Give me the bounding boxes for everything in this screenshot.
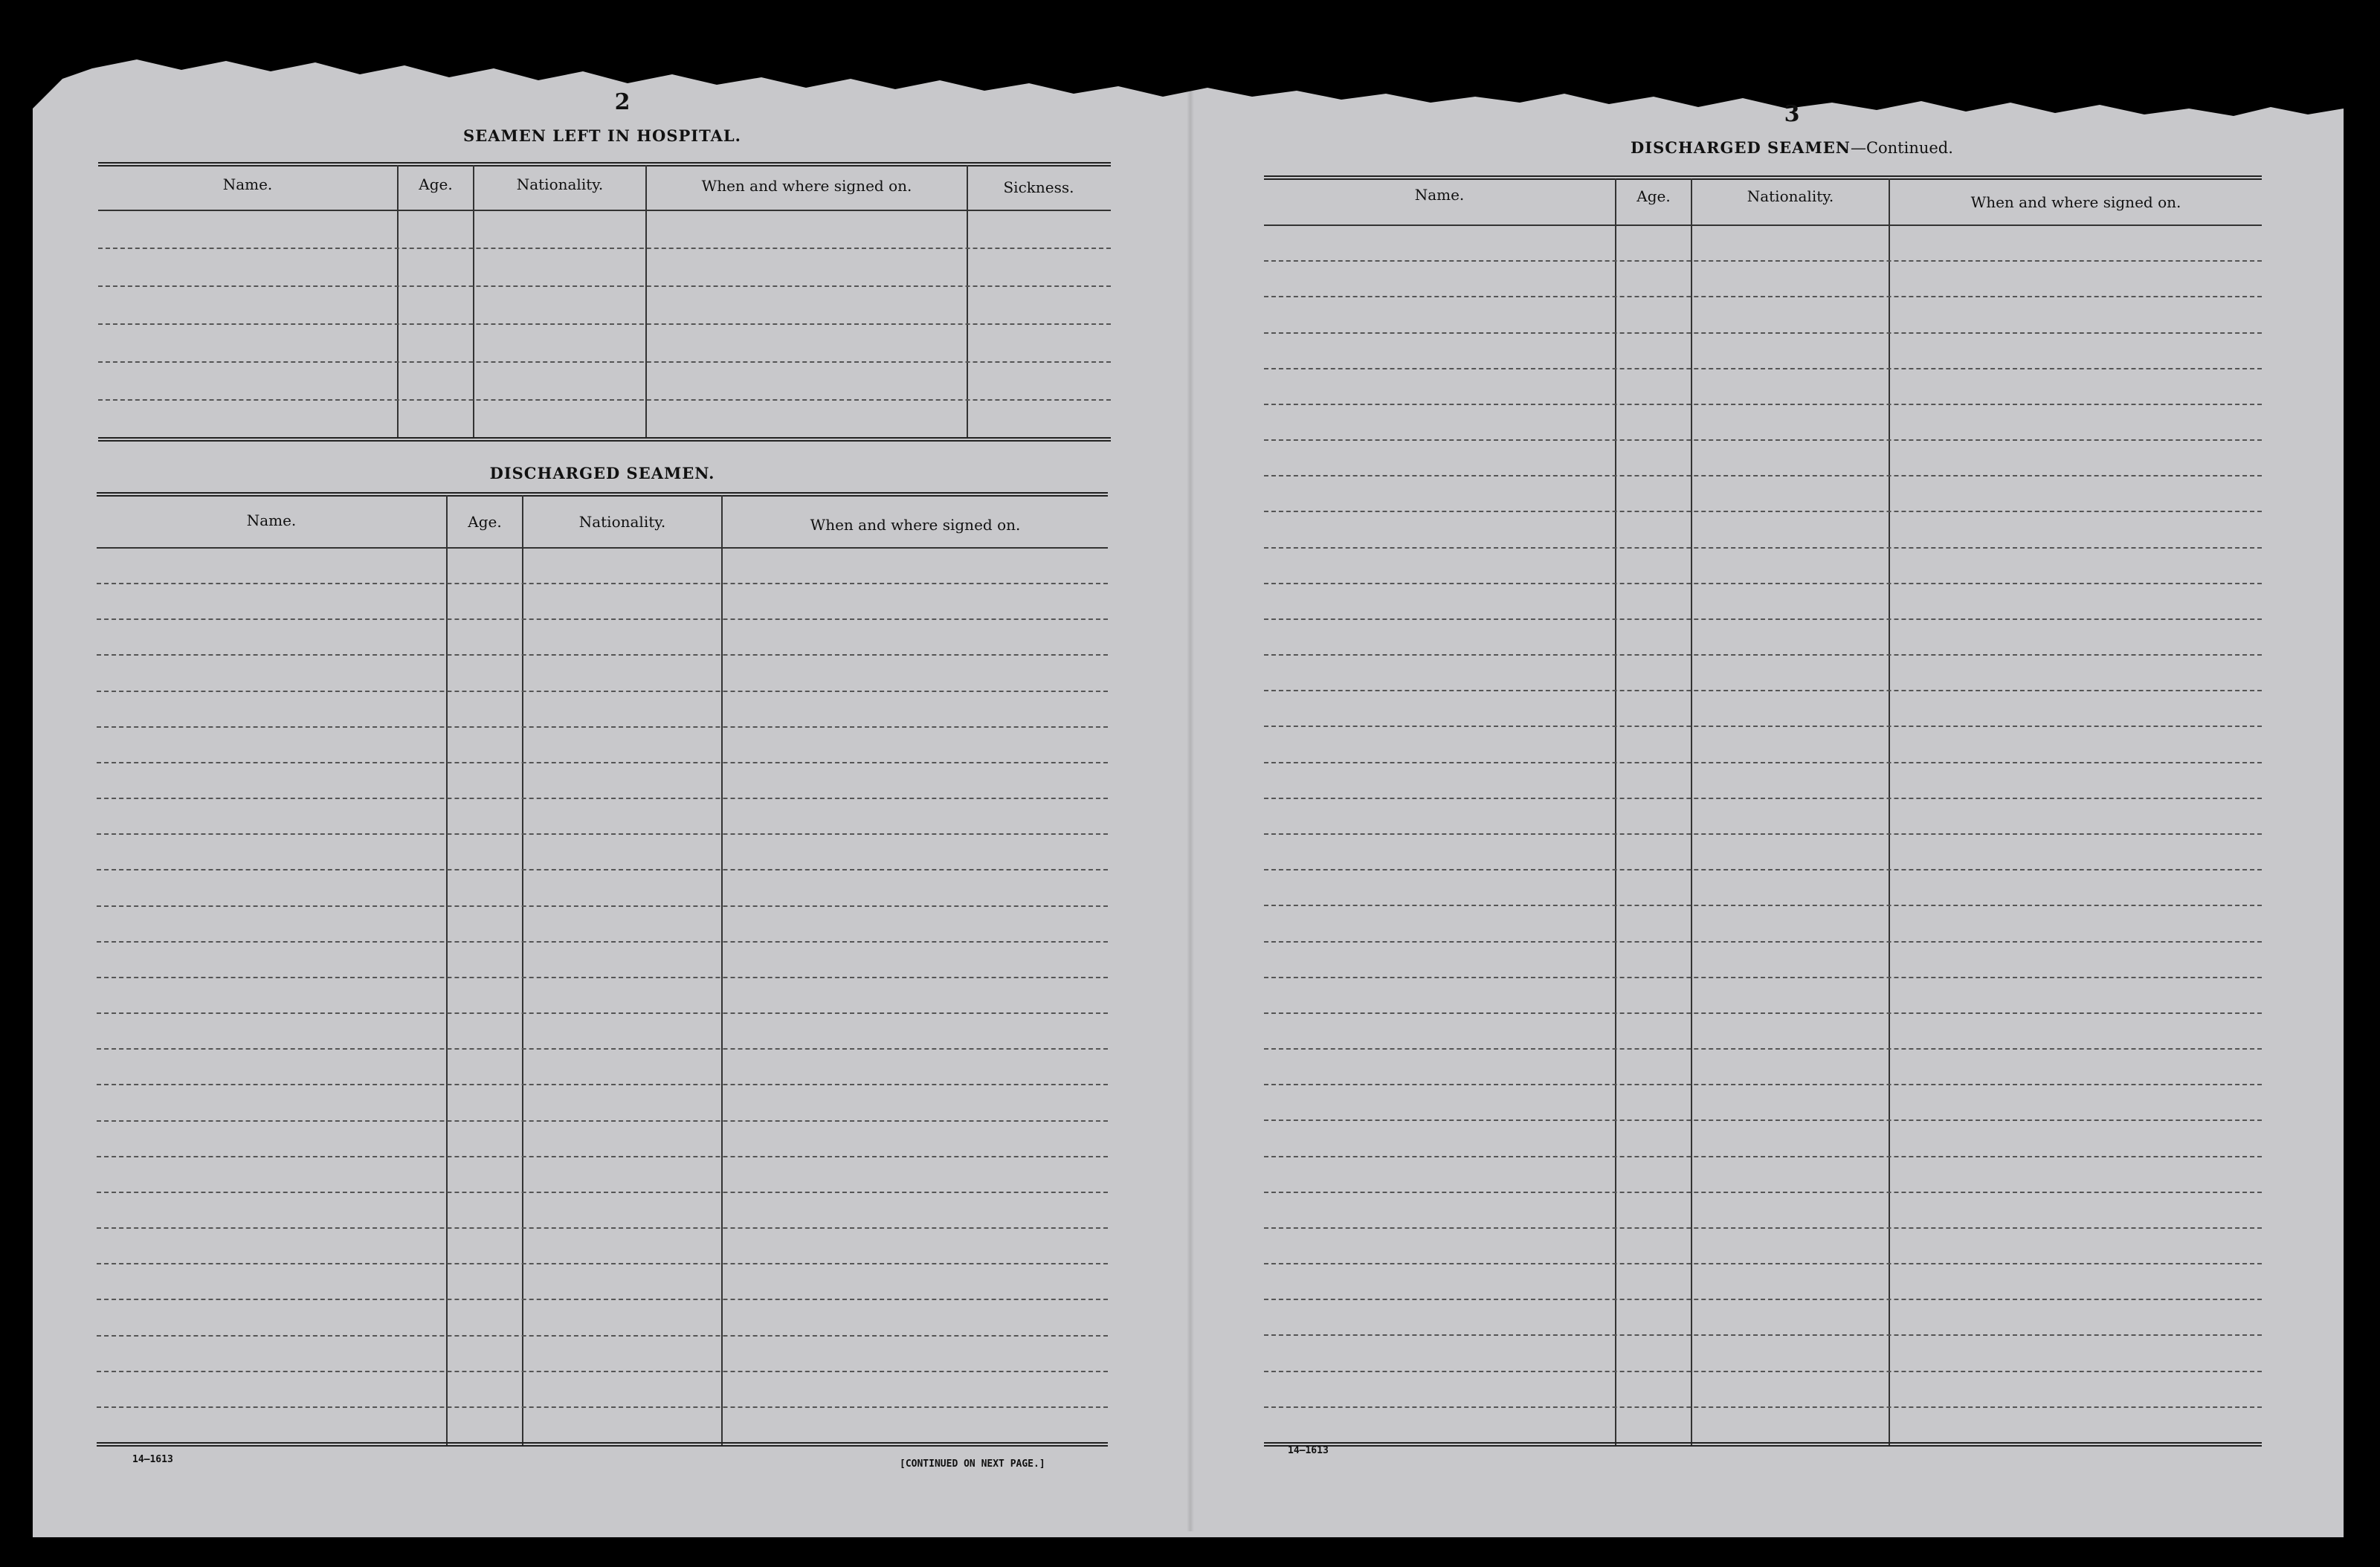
table-row: [97, 1299, 1108, 1300]
col-head-name: Name.: [222, 175, 273, 193]
col-head-signed-on: When and where signed on.: [701, 177, 912, 195]
table-row: [97, 1227, 1108, 1229]
hospital-section-title: SEAMEN LEFT IN HOSPITAL.: [463, 126, 741, 145]
table-bottom-rule: [1264, 1442, 2262, 1447]
continued-suffix: —Continued.: [1850, 139, 1953, 157]
table-row: [1264, 869, 2262, 870]
page-number-left: 2: [614, 89, 631, 115]
col-divider: [645, 165, 647, 439]
table-row: [1264, 475, 2262, 476]
table-row: [1264, 654, 2262, 656]
table-row: [97, 762, 1108, 763]
table-row: [1264, 1012, 2262, 1014]
form-number-right: 14—1613: [1288, 1445, 1329, 1456]
discharged-section-title: DISCHARGED SEAMEN.: [489, 464, 715, 482]
table-row: [1264, 511, 2262, 512]
table-row: [1264, 690, 2262, 691]
table-row: [97, 1371, 1108, 1372]
col-head-nationality: Nationality.: [578, 513, 666, 531]
col-divider: [446, 495, 448, 1447]
discharged-table-left: [97, 492, 1108, 1451]
table-row: [97, 1263, 1108, 1264]
col-head-name: Name.: [1414, 186, 1465, 204]
table-row: [97, 977, 1108, 978]
col-divider: [967, 165, 968, 439]
table-row: [97, 905, 1108, 907]
table-row: [1264, 1048, 2262, 1050]
table-row: [1264, 1227, 2262, 1229]
table-row: [97, 869, 1108, 870]
col-head-nationality: Nationality.: [1747, 187, 1834, 205]
col-head-signed-on: When and where signed on.: [810, 516, 1021, 534]
table-row: [1264, 762, 2262, 763]
col-head-age: Age.: [1636, 187, 1671, 205]
table-row: [1264, 1334, 2262, 1336]
table-bottom-rule: [98, 437, 1111, 442]
table-row: [1264, 332, 2262, 334]
table-row: [97, 1192, 1108, 1193]
page-number-right: 3: [1784, 101, 1800, 127]
col-divider: [473, 165, 474, 439]
table-row: [1264, 1084, 2262, 1085]
table-row: [98, 323, 1111, 325]
table-row: [1264, 941, 2262, 943]
table-row: [1264, 618, 2262, 620]
table-row: [1264, 439, 2262, 441]
table-row: [97, 833, 1108, 835]
table-row: [97, 726, 1108, 728]
discharged-table-right: [1264, 175, 2262, 1447]
table-row: [1264, 1371, 2262, 1372]
table-row: [97, 583, 1108, 584]
table-row: [1264, 583, 2262, 584]
table-row: [1264, 404, 2262, 405]
table-row: [97, 798, 1108, 799]
col-head-age: Age.: [419, 175, 453, 193]
table-row: [97, 1156, 1108, 1157]
table-row: [1264, 260, 2262, 262]
col-divider: [397, 165, 399, 439]
col-head-sickness: Sickness.: [1003, 178, 1074, 196]
table-bottom-rule: [97, 1442, 1108, 1447]
table-row: [1264, 905, 2262, 906]
col-head-name: Name.: [246, 511, 297, 529]
table-row: [98, 399, 1111, 401]
table-row: [97, 691, 1108, 692]
discharged-continued-title-text: DISCHARGED SEAMEN: [1631, 138, 1851, 157]
table-row: [98, 285, 1111, 287]
discharged-continued-title: [1532, 138, 2052, 157]
hospital-table: [98, 162, 1111, 442]
table-row: [98, 361, 1111, 363]
table-row: [1264, 1192, 2262, 1193]
col-head-signed-on: When and where signed on.: [1970, 193, 2181, 211]
table-row: [1264, 1119, 2262, 1121]
header-underline: [1264, 224, 2262, 226]
table-row: [1264, 833, 2262, 835]
table-row: [1264, 547, 2262, 549]
col-divider: [522, 495, 523, 1447]
table-row: [1264, 1406, 2262, 1408]
table-top-rule: [98, 162, 1111, 167]
col-divider: [721, 495, 723, 1447]
table-row: [97, 654, 1108, 656]
table-top-rule: [1264, 175, 2262, 180]
form-number-left: 14—1613: [132, 1454, 173, 1465]
table-row: [97, 941, 1108, 943]
table-top-rule: [97, 492, 1108, 497]
table-row: [97, 1120, 1108, 1122]
table-row: [97, 1335, 1108, 1337]
table-row: [1264, 296, 2262, 297]
col-head-nationality: Nationality.: [516, 175, 604, 193]
table-row: [97, 1012, 1108, 1014]
table-row: [1264, 368, 2262, 369]
table-row: [1264, 1263, 2262, 1264]
table-row: [98, 248, 1111, 249]
table-row: [97, 1048, 1108, 1050]
table-row: [1264, 798, 2262, 799]
header-underline: [97, 547, 1108, 549]
table-row: [97, 1084, 1108, 1085]
continued-note: [CONTINUED ON NEXT PAGE.]: [900, 1458, 1045, 1470]
table-row: [1264, 726, 2262, 727]
table-row: [97, 1406, 1108, 1408]
table-row: [1264, 977, 2262, 978]
header-underline: [98, 210, 1111, 211]
col-head-age: Age.: [468, 513, 502, 531]
table-row: [1264, 1299, 2262, 1300]
table-row: [97, 618, 1108, 620]
table-row: [1264, 1156, 2262, 1157]
page-fold: [1187, 82, 1194, 1531]
